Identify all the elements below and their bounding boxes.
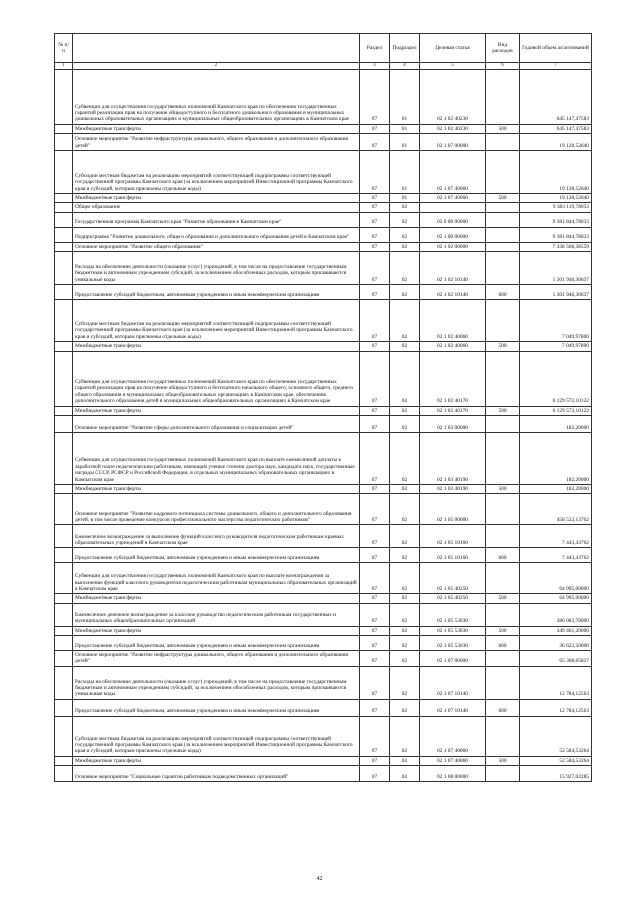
cell-target: 02 1 00 00000 xyxy=(420,227,486,242)
cell-podrazdel: 02 xyxy=(390,594,420,603)
cell-target: 02 1 07 40060 xyxy=(420,716,486,756)
cell-amount: 349 461,20000 xyxy=(520,626,592,635)
cell-target: 02 1 02 40060 xyxy=(420,300,486,342)
cell-target: 02 1 05 10160 xyxy=(420,548,486,563)
cell-vid: 500 xyxy=(486,484,520,493)
cell-target: 02 1 07 10140 xyxy=(420,699,486,716)
cell-razdel: 07 xyxy=(360,351,390,406)
cell-amount: 7 049,97800 xyxy=(520,300,592,342)
cell-amount: 6 129 572,10122 xyxy=(520,351,592,406)
cell-podrazdel: 02 xyxy=(390,300,420,342)
table-row xyxy=(55,626,592,635)
cell-vid xyxy=(486,242,520,251)
cell-target xyxy=(420,203,486,212)
header-target: Целевая статья xyxy=(420,34,486,63)
cell-razdel: 07 xyxy=(360,525,390,548)
table-row xyxy=(55,242,592,251)
cell-amount: 52 584,53264 xyxy=(520,756,592,765)
cell-razdel: 07 xyxy=(360,415,390,432)
cell-amount: 1 301 946,30637 xyxy=(520,285,592,300)
cell-vid: 500 xyxy=(486,756,520,765)
cell-vid xyxy=(486,252,520,285)
cell-name: Основное мероприятие "Развитие инфраструктуры дошкольного, общего образования и дополнительного образования детей" xyxy=(73,134,360,151)
column-number: 1 xyxy=(55,63,73,70)
cell-name: Основное мероприятие "Развитие сферы дополнительного образования и социализации детей" xyxy=(73,415,360,432)
cell-vid xyxy=(486,525,520,548)
cell-vid xyxy=(486,766,520,782)
cell-num xyxy=(55,124,73,133)
table-row xyxy=(55,525,592,548)
cell-name: Субвенции для осуществления государственных полномочий Камчатского края по обеспечению государственных гарантий реализации прав на получение общедоступного и бесплатного начального общего, основного общего, среднего общего образования в муниципальных общеобразовательных организациях в Камчатском крае, обеспечению дополнительного образования детей в муниципальных общеобразовательных организациях в Камчатском крае xyxy=(73,351,360,406)
table-row xyxy=(55,285,592,300)
cell-target: 02 1 07 00000 xyxy=(420,134,486,151)
cell-amount: 64 995,00000 xyxy=(520,563,592,594)
cell-name: Ежемесячное денежное вознаграждение за классное руководство педагогическим работникам государственных и муниципальных общеобразовательных организаций xyxy=(73,603,360,626)
cell-podrazdel: 01 xyxy=(390,151,420,194)
table-row xyxy=(55,151,592,194)
cell-vid: 500 xyxy=(486,194,520,203)
cell-vid: 500 xyxy=(486,342,520,351)
column-number: 5 xyxy=(420,63,486,70)
cell-amount: 19 128,52640 xyxy=(520,151,592,194)
cell-razdel: 07 xyxy=(360,699,390,716)
cell-vid xyxy=(486,666,520,699)
cell-target: 02 1 02 40230 xyxy=(420,124,486,133)
table-row xyxy=(55,351,592,406)
cell-target: 02 1 03 40190 xyxy=(420,484,486,493)
cell-podrazdel: 02 xyxy=(390,212,420,227)
cell-num xyxy=(55,716,73,756)
cell-num xyxy=(55,69,73,124)
cell-name: Основное мероприятие "Развитие инфраструктуры дошкольного, общего образования и дополнительного образования детей" xyxy=(73,651,360,667)
cell-podrazdel: 02 xyxy=(390,227,420,242)
cell-name: Общее образование xyxy=(73,203,360,212)
cell-num xyxy=(55,432,73,484)
cell-amount: 52 584,53264 xyxy=(520,716,592,756)
cell-target: 02 1 07 40060 xyxy=(420,756,486,765)
cell-amount: 19 128,52640 xyxy=(520,134,592,151)
cell-name: Межбюджетные трансферты xyxy=(73,124,360,133)
cell-razdel: 07 xyxy=(360,151,390,194)
column-number: 7 xyxy=(520,63,592,70)
cell-amount: 6 129 572,10122 xyxy=(520,406,592,415)
cell-amount: 645 147,47583 xyxy=(520,124,592,133)
cell-target: 02 1 03 00000 xyxy=(420,415,486,432)
cell-amount: 9 383 119,78033 xyxy=(520,203,592,212)
cell-razdel: 07 xyxy=(360,285,390,300)
cell-razdel: 07 xyxy=(360,406,390,415)
cell-vid xyxy=(486,134,520,151)
cell-target: 02 1 02 40060 xyxy=(420,342,486,351)
cell-name: Межбюджетные трансферты xyxy=(73,342,360,351)
cell-podrazdel: 02 xyxy=(390,563,420,594)
cell-num xyxy=(55,300,73,342)
header-vid: Вид расходов xyxy=(486,34,520,63)
cell-amount: 386 083,70000 xyxy=(520,603,592,626)
cell-amount: 12 784,12563 xyxy=(520,666,592,699)
cell-razdel: 07 xyxy=(360,548,390,563)
cell-target: 02 1 02 40170 xyxy=(420,406,486,415)
table-row xyxy=(55,342,592,351)
cell-podrazdel: 01 xyxy=(390,134,420,151)
cell-amount: 19 128,52640 xyxy=(520,194,592,203)
header-amount: Годовой объем ассигнований xyxy=(520,34,592,63)
cell-podrazdel: 02 xyxy=(390,626,420,635)
cell-name: Субвенции для осуществления государственных полномочий Камчатского края по выплате вознаграждения за выполнение функций классного руководителя педагогическим работникам муниципальных образовательных организаций в Камчатском крае xyxy=(73,563,360,594)
cell-name: Субвенции для осуществления государственных полномочий Камчатского края по выплате ежемесячной доплаты к заработной плате педагогическим работникам, имеющим ученые степени доктора наук, кандидата наук, государственные награды СССР, РСФСР и Российской Федерации, в отдельных муниципальных образовательных организациях в Камчатском крае xyxy=(73,432,360,484)
cell-razdel: 07 xyxy=(360,666,390,699)
cell-name: Предоставление субсидий бюджетным, автономным учреждениям и иным некоммерческим организациям xyxy=(73,285,360,300)
cell-vid xyxy=(486,651,520,667)
cell-podrazdel: 02 xyxy=(390,603,420,626)
column-number-row xyxy=(55,63,592,70)
cell-razdel: 07 xyxy=(360,252,390,285)
cell-amount: 9 381 844,78033 xyxy=(520,212,592,227)
cell-razdel: 07 xyxy=(360,626,390,635)
cell-num xyxy=(55,594,73,603)
table-row xyxy=(55,716,592,756)
cell-target: 02 1 02 40170 xyxy=(420,351,486,406)
cell-vid xyxy=(486,415,520,432)
cell-razdel: 07 xyxy=(360,300,390,342)
cell-amount: 12 784,12563 xyxy=(520,699,592,716)
cell-amount: 7 443,43762 xyxy=(520,548,592,563)
cell-num xyxy=(55,203,73,212)
header-name xyxy=(73,34,360,63)
cell-num xyxy=(55,563,73,594)
cell-num xyxy=(55,603,73,626)
cell-razdel: 07 xyxy=(360,342,390,351)
table-row xyxy=(55,203,592,212)
cell-amount: 9 381 844,78033 xyxy=(520,227,592,242)
table-row xyxy=(55,651,592,667)
cell-vid: 500 xyxy=(486,594,520,603)
cell-amount: 36 622,50000 xyxy=(520,636,592,651)
cell-podrazdel: 02 xyxy=(390,415,420,432)
cell-num xyxy=(55,212,73,227)
table-row xyxy=(55,300,592,342)
cell-vid: 600 xyxy=(486,285,520,300)
table-row xyxy=(55,69,592,124)
cell-vid xyxy=(486,151,520,194)
cell-amount: 645 147,47583 xyxy=(520,69,592,124)
cell-vid xyxy=(486,212,520,227)
cell-razdel: 07 xyxy=(360,227,390,242)
cell-name: Ежемесячное вознаграждение за выполнение функций классного руководителя педагогическим работникам краевых образовательных учреждений в Камчатском крае xyxy=(73,525,360,548)
cell-name: Межбюджетные трансферты xyxy=(73,406,360,415)
cell-podrazdel: 02 xyxy=(390,548,420,563)
cell-podrazdel: 01 xyxy=(390,124,420,133)
table-row xyxy=(55,603,592,626)
cell-num xyxy=(55,242,73,251)
cell-name: Основное мероприятие "Социальные гарантии работникам подведомственных организаций" xyxy=(73,766,360,782)
cell-num xyxy=(55,651,73,667)
cell-name: Основное мероприятие "Развитие общего образования" xyxy=(73,242,360,251)
cell-target: 02 1 02 40230 xyxy=(420,69,486,124)
table-row xyxy=(55,636,592,651)
cell-razdel: 07 xyxy=(360,594,390,603)
cell-podrazdel: 02 xyxy=(390,285,420,300)
table-row xyxy=(55,252,592,285)
cell-vid: 500 xyxy=(486,406,520,415)
cell-vid xyxy=(486,300,520,342)
cell-podrazdel: 02 xyxy=(390,699,420,716)
cell-razdel: 07 xyxy=(360,563,390,594)
cell-podrazdel: 02 xyxy=(390,636,420,651)
cell-razdel: 07 xyxy=(360,69,390,124)
page-number: 42 xyxy=(316,876,323,882)
cell-target: 02 0 00 00000 xyxy=(420,212,486,227)
cell-razdel: 07 xyxy=(360,484,390,493)
table-row xyxy=(55,594,592,603)
cell-amount: 182,20000 xyxy=(520,415,592,432)
cell-podrazdel: 02 xyxy=(390,494,420,525)
cell-razdel: 07 xyxy=(360,242,390,251)
table-row xyxy=(55,212,592,227)
table-row xyxy=(55,415,592,432)
cell-num xyxy=(55,285,73,300)
cell-amount: 7 438 568,38559 xyxy=(520,242,592,251)
table-row xyxy=(55,766,592,782)
cell-target: 02 1 05 40250 xyxy=(420,563,486,594)
cell-num xyxy=(55,227,73,242)
cell-num xyxy=(55,525,73,548)
header-razdel: Раздел xyxy=(360,34,390,63)
cell-razdel: 07 xyxy=(360,716,390,756)
cell-amount: 65 368,65827 xyxy=(520,651,592,667)
cell-razdel: 07 xyxy=(360,432,390,484)
cell-amount: 458 522,13762 xyxy=(520,494,592,525)
cell-target: 02 1 05 53030 xyxy=(420,603,486,626)
cell-num xyxy=(55,699,73,716)
cell-razdel: 07 xyxy=(360,212,390,227)
cell-razdel: 07 xyxy=(360,203,390,212)
cell-target: 02 1 07 40060 xyxy=(420,194,486,203)
cell-podrazdel: 02 xyxy=(390,651,420,667)
cell-name: Субвенции для осуществления государственных полномочий Камчатского края по обеспечению государственных гарантий реализации прав на получение общедоступного и бесплатного дошкольного образования в муниципальных дошкольных образовательных организациях и муниципальных общеобразовательных организациях в Камчатском крае xyxy=(73,69,360,124)
cell-target: 02 1 02 10140 xyxy=(420,285,486,300)
cell-vid xyxy=(486,563,520,594)
cell-target: 02 1 02 10140 xyxy=(420,252,486,285)
cell-target: 02 1 07 00000 xyxy=(420,651,486,667)
cell-podrazdel: 02 xyxy=(390,666,420,699)
cell-podrazdel: 02 xyxy=(390,432,420,484)
cell-target: 02 1 02 00000 xyxy=(420,242,486,251)
table-row xyxy=(55,124,592,133)
cell-num xyxy=(55,756,73,765)
table-row xyxy=(55,194,592,203)
cell-target: 02 1 07 10140 xyxy=(420,666,486,699)
cell-vid xyxy=(486,227,520,242)
cell-target: 02 1 05 53030 xyxy=(420,626,486,635)
cell-num xyxy=(55,484,73,493)
cell-podrazdel: 02 xyxy=(390,342,420,351)
cell-target: 02 1 05 00000 xyxy=(420,494,486,525)
cell-target: 02 1 05 10160 xyxy=(420,525,486,548)
table-row xyxy=(55,227,592,242)
cell-podrazdel: 02 xyxy=(390,484,420,493)
cell-num xyxy=(55,194,73,203)
table-row xyxy=(55,494,592,525)
cell-num xyxy=(55,494,73,525)
table-body xyxy=(55,69,592,782)
column-number: 3 xyxy=(360,63,390,70)
cell-vid xyxy=(486,69,520,124)
cell-target: 02 1 05 40250 xyxy=(420,594,486,603)
header-num: № п/п xyxy=(55,34,73,63)
cell-podrazdel: 02 xyxy=(390,242,420,251)
cell-name: Подпрограмма "Развитие дошкольного, общего образования и дополнительного образования детей в Камчатском крае" xyxy=(73,227,360,242)
cell-podrazdel: 02 xyxy=(390,203,420,212)
cell-amount: 182,20000 xyxy=(520,432,592,484)
cell-name: Субсидии местным бюджетам на реализацию мероприятий соответствующей подпрограммы соответствующей государственной программы Камчатского края (за исключением мероприятий Инвестиционной программы Камчатского края и субсидий, которым присвоены отдельные коды) xyxy=(73,300,360,342)
header-row xyxy=(55,34,592,63)
cell-podrazdel: 01 xyxy=(390,69,420,124)
table-row xyxy=(55,563,592,594)
cell-num xyxy=(55,134,73,151)
cell-num xyxy=(55,636,73,651)
cell-name: Субсидии местным бюджетам на реализацию мероприятий соответствующей подпрограммы соответствующей государственной программы Камчатского края (за исключением мероприятий Инвестиционной программы Камчатского края и субсидий, которым присвоены отдельные коды) xyxy=(73,151,360,194)
cell-amount: 15 927,02285 xyxy=(520,766,592,782)
cell-amount: 64 995,00000 xyxy=(520,594,592,603)
cell-podrazdel: 02 xyxy=(390,351,420,406)
cell-num xyxy=(55,666,73,699)
table-row xyxy=(55,756,592,765)
cell-name: Предоставление субсидий бюджетным, автономным учреждениям и иным некоммерческим организациям xyxy=(73,699,360,716)
table-row xyxy=(55,666,592,699)
cell-razdel: 07 xyxy=(360,134,390,151)
table-row xyxy=(55,548,592,563)
cell-vid: 600 xyxy=(486,699,520,716)
cell-name: Межбюджетные трансферты xyxy=(73,756,360,765)
cell-vid xyxy=(486,716,520,756)
cell-razdel: 07 xyxy=(360,194,390,203)
cell-amount: 7 443,43762 xyxy=(520,525,592,548)
cell-vid xyxy=(486,203,520,212)
cell-razdel: 07 xyxy=(360,651,390,667)
cell-razdel: 07 xyxy=(360,124,390,133)
cell-podrazdel: 02 xyxy=(390,766,420,782)
cell-vid xyxy=(486,494,520,525)
cell-name: Основное мероприятие "Развитие кадрового потенциала системы дошкольного, общего и дополнительного образования детей, в том числе проведение конкурсов профессионального мастерства педагогических работников" xyxy=(73,494,360,525)
cell-name: Межбюджетные трансферты xyxy=(73,484,360,493)
cell-num xyxy=(55,548,73,563)
table-row xyxy=(55,484,592,493)
cell-podrazdel: 02 xyxy=(390,406,420,415)
cell-razdel: 07 xyxy=(360,756,390,765)
cell-razdel: 07 xyxy=(360,636,390,651)
cell-amount: 1 301 946,30637 xyxy=(520,252,592,285)
budget-table xyxy=(54,33,592,782)
column-number: 6 xyxy=(486,63,520,70)
cell-target: 02 1 08 00000 xyxy=(420,766,486,782)
cell-razdel: 07 xyxy=(360,766,390,782)
cell-num xyxy=(55,766,73,782)
cell-amount: 182,20000 xyxy=(520,484,592,493)
cell-name: Межбюджетные трансферты xyxy=(73,594,360,603)
column-number: 2 xyxy=(73,63,360,70)
cell-name: Предоставление субсидий бюджетным, автономным учреждениям и иным некоммерческим организациям xyxy=(73,548,360,563)
cell-vid xyxy=(486,432,520,484)
cell-num xyxy=(55,252,73,285)
cell-podrazdel: 02 xyxy=(390,525,420,548)
cell-num xyxy=(55,406,73,415)
cell-num xyxy=(55,151,73,194)
table-row xyxy=(55,406,592,415)
cell-num xyxy=(55,342,73,351)
cell-target: 02 1 03 40190 xyxy=(420,432,486,484)
cell-razdel: 07 xyxy=(360,603,390,626)
cell-vid: 600 xyxy=(486,636,520,651)
column-number: 4 xyxy=(390,63,420,70)
table-row xyxy=(55,134,592,151)
cell-podrazdel: 02 xyxy=(390,252,420,285)
cell-amount: 7 049,97800 xyxy=(520,342,592,351)
table-row xyxy=(55,699,592,716)
cell-name: Межбюджетные трансферты xyxy=(73,626,360,635)
table-row xyxy=(55,432,592,484)
cell-vid xyxy=(486,351,520,406)
cell-name: Расходы на обеспечение деятельности (оказание услуг) учреждений, в том числе на предоставление государственным бюджетным и автономным учреждениям субсидий, за исключением обособленных расходов, которым присваиваются уникальные коды xyxy=(73,666,360,699)
cell-name: Межбюджетные трансферты xyxy=(73,194,360,203)
cell-target: 02 1 05 53030 xyxy=(420,636,486,651)
cell-vid: 500 xyxy=(486,124,520,133)
cell-num xyxy=(55,415,73,432)
cell-num xyxy=(55,351,73,406)
cell-num xyxy=(55,626,73,635)
cell-name: Государственная программа Камчатского края "Развитие образования в Камчатском крае" xyxy=(73,212,360,227)
cell-name: Расходы на обеспечение деятельности (оказание услуг) учреждений, в том числе на предоставление государственным бюджетным и автономным учреждениям субсидий, за исключением обособленных расходов, которым присваиваются уникальные коды xyxy=(73,252,360,285)
cell-vid: 600 xyxy=(486,548,520,563)
header-podrazdel: Подраздел xyxy=(390,34,420,63)
cell-podrazdel: 01 xyxy=(390,194,420,203)
cell-vid xyxy=(486,603,520,626)
cell-name: Предоставление субсидий бюджетным, автономным учреждениям и иным некоммерческим организациям xyxy=(73,636,360,651)
cell-razdel: 07 xyxy=(360,494,390,525)
cell-vid: 500 xyxy=(486,626,520,635)
cell-target: 02 1 07 40060 xyxy=(420,151,486,194)
cell-podrazdel: 02 xyxy=(390,756,420,765)
cell-name: Субсидии местным бюджетам на реализацию мероприятий соответствующей подпрограммы соответствующей государственной программы Камчатского края (за исключением мероприятий Инвестиционной программы Камчатского края и субсидий, которым присвоены отдельные коды) xyxy=(73,716,360,756)
cell-podrazdel: 02 xyxy=(390,716,420,756)
